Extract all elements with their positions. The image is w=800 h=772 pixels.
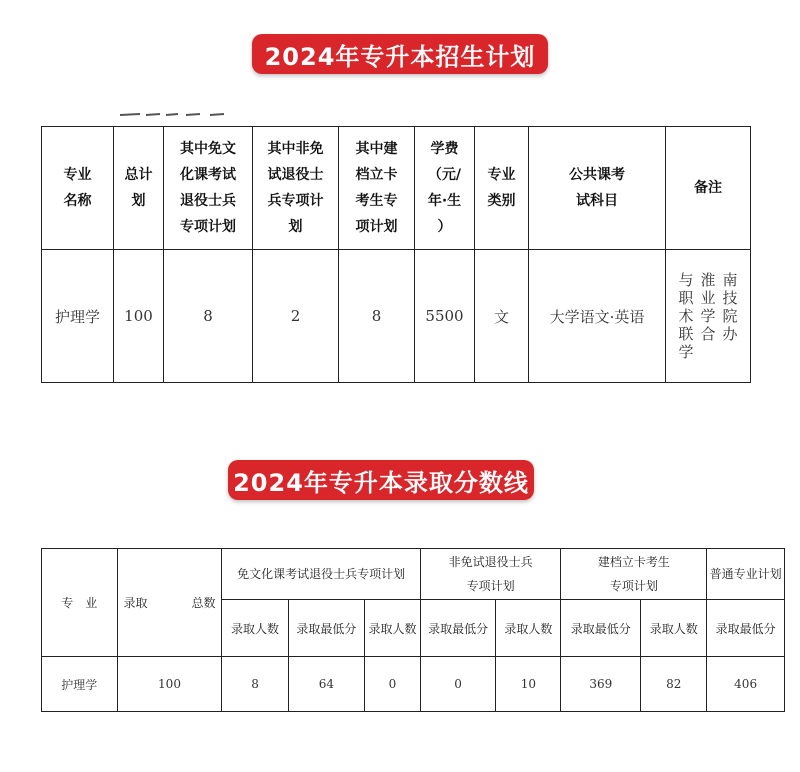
notes-char: 院	[722, 307, 738, 325]
group-label: 普通专业计划	[709, 567, 782, 581]
score-header-admitted: 录取	[123, 596, 148, 610]
sub-header-min: 录取最低分	[420, 600, 496, 657]
score-cell-value: 0	[420, 657, 496, 712]
cell-major: 护理学	[42, 250, 114, 383]
plan-header-cell	[475, 127, 529, 250]
header-total: 总计 划	[124, 167, 153, 209]
score-cell-value: 82	[641, 657, 707, 712]
score-group-header-row	[42, 549, 785, 600]
plan-header-cell	[415, 127, 475, 250]
group-label: 非免试退役士兵 专项计划	[448, 555, 533, 593]
notes-char: 合	[700, 325, 716, 343]
admission-score-title-text: 2024年专升本录取分数线	[233, 468, 529, 497]
header-tuition: 学费 （元/ 年·生 ）	[427, 141, 462, 235]
cell-total: 100	[114, 250, 164, 383]
notes-char: 联	[678, 325, 694, 343]
plan-header-cell	[164, 127, 253, 250]
table-row	[42, 657, 785, 712]
cell-veteran-exempt: 8	[164, 250, 253, 383]
sub-header-count: 录取人数	[365, 600, 421, 657]
plan-header-cell	[339, 127, 415, 250]
score-cell-major: 护理学	[42, 657, 118, 712]
plan-header-cell	[114, 127, 164, 250]
sub-header-min: 录取最低分	[561, 600, 641, 657]
plan-header-row	[42, 127, 751, 250]
score-header-count: 总数	[191, 596, 216, 610]
enrollment-plan-title-text: 2024年专升本招生计划	[264, 42, 536, 71]
notes-char: 南	[722, 271, 738, 289]
notes-text	[675, 271, 741, 361]
header-notes: 备注	[694, 180, 722, 196]
score-cell-value: 8	[222, 657, 288, 712]
plan-header-cell	[529, 127, 666, 250]
plan-header-cell	[666, 127, 751, 250]
notes-char: 技	[722, 289, 738, 307]
notes-char: 与	[678, 271, 694, 289]
notes-char: 职	[678, 289, 694, 307]
group-poverty	[561, 549, 707, 600]
header-major: 专业 名称	[63, 167, 92, 209]
sub-header-count: 录取人数	[222, 600, 288, 657]
cell-category: 文	[475, 250, 529, 383]
group-veteran-nonexempt	[420, 549, 561, 600]
cell-poverty: 8	[339, 250, 415, 383]
enrollment-plan-title	[252, 34, 548, 74]
plan-header-cell	[42, 127, 114, 250]
plan-header-cell	[253, 127, 339, 250]
group-veteran-exempt	[222, 549, 420, 600]
cell-exam-subjects: 大学语文·英语	[529, 250, 666, 383]
score-cell-value: 369	[561, 657, 641, 712]
score-header-total	[117, 549, 222, 657]
cell-tuition: 5500	[415, 250, 475, 383]
notes-char: 学	[700, 307, 716, 325]
header-veteran-nonexempt: 其中非免 试退役士 兵专项计 划	[267, 141, 324, 235]
header-veteran-exempt: 其中免文 化课考试 退役士兵 专项计划	[180, 141, 236, 235]
header-poverty: 其中建 档立卡 考生专 项计划	[355, 141, 398, 235]
group-label: 免文化课考试退役士兵专项计划	[237, 567, 406, 581]
notes-char: 术	[678, 307, 694, 325]
score-cell-total: 100	[117, 657, 222, 712]
enrollment-plan-table	[41, 126, 751, 383]
sub-header-count: 录取人数	[641, 600, 707, 657]
notes-char: 学	[678, 343, 694, 361]
notes-char: 淮	[700, 271, 716, 289]
admission-score-title	[228, 460, 534, 500]
sub-header-min: 录取最低分	[288, 600, 365, 657]
admission-score-table	[41, 548, 785, 712]
scan-artifact	[120, 110, 230, 118]
cell-veteran-nonexempt: 2	[253, 250, 339, 383]
score-cell-value: 406	[707, 657, 785, 712]
group-general	[707, 549, 785, 600]
sub-header-count: 录取人数	[496, 600, 561, 657]
score-cell-value: 64	[288, 657, 365, 712]
header-exam-subjects: 公共课考 试科目	[569, 167, 625, 209]
cell-notes	[666, 250, 751, 383]
group-label: 建档立卡考生 专项计划	[597, 555, 670, 593]
notes-char: 办	[722, 325, 738, 343]
notes-char: 业	[700, 289, 716, 307]
header-category: 专业 类别	[487, 167, 516, 209]
table-row	[42, 250, 751, 383]
sub-header-min: 录取最低分	[707, 600, 785, 657]
score-cell-value: 10	[496, 657, 561, 712]
score-cell-value: 0	[365, 657, 421, 712]
score-header-major: 专 业	[42, 549, 118, 657]
